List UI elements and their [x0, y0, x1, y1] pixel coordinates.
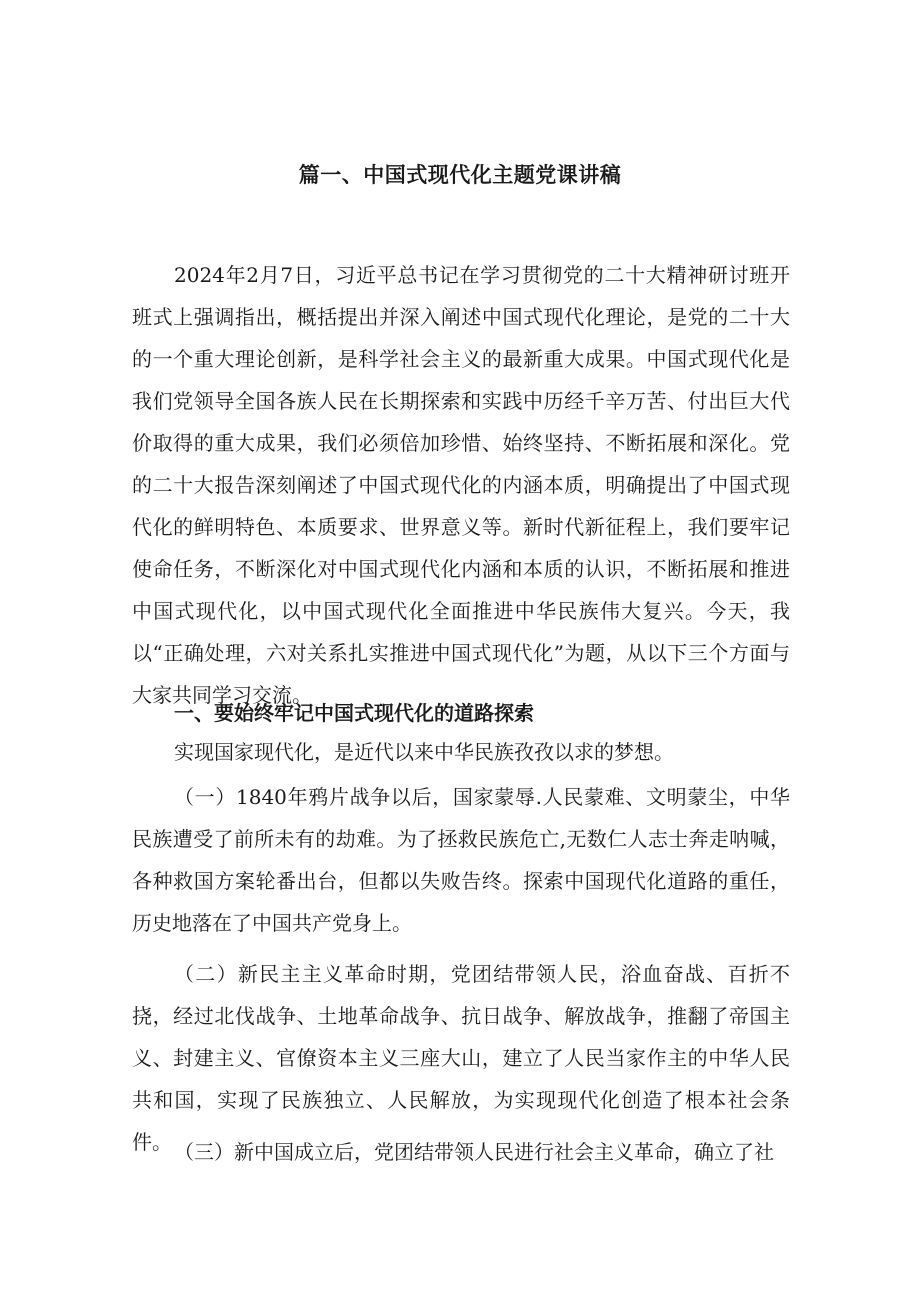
- intro-paragraph: [132, 254, 790, 716]
- section-lead-paragraph: [132, 731, 790, 773]
- paragraph-text: （一）1840年鸦片战争以后，国家蒙辱.人民蒙难、文明蒙尘，中华民族遭受了前所未有的劫难。为了拯救民族危亡,无数仁人志士奔走呐喊，各种救国方案轮番出台，但都以失败告终。探索中国现代化道路的重任，历史地落在了中国共产党身上。: [132, 785, 790, 935]
- item-paragraph-1: [132, 776, 790, 944]
- paragraph-text: 实现国家现代化，是近代以来中华民族孜孜以求的梦想。: [174, 740, 674, 764]
- paragraph-text: 2024年2月7日，习近平总书记在学习贯彻党的二十大精神研讨班开班式上强调指出，概括提出并深入阐述中国式现代化理论，是党的二十大的一个重大理论创新，是科学社会主义的最新重大成果。中国式现代化是我们党领导全国各族人民在长期探索和实践中历经千辛万苦、付出巨大代价取得的重大成果，我们必须倍加珍惜、始终坚持、不断拓展和深化。党的二十大报告深刻阐述了中国式现代化的内涵本质，明确提出了中国式现代化的鲜明特色、本质要求、世界意义等。新时代新征程上，我们要牢记使命任务，不断深化对中国式现代化内涵和本质的认识，不断拓展和推进中国式现代化，以中国式现代化全面推进中华民族伟大复兴。今天，我以“正确处理，六对关系扎实推进中国式现代化”为题，从以下三个方面与大家共同学习交流。: [132, 263, 790, 707]
- paragraph-text: （二）新民主主义革命时期，党团结带领人民，浴血奋战、百折不挠，经过北伐战争、土地革命战争、抗日战争、解放战争，推翻了帝国主义、封建主义、官僚资本主义三座大山，建立了人民当家作主的中华人民共和国，实现了民族独立、人民解放，为实现现代化创造了根本社会条件。: [132, 962, 790, 1154]
- section-heading: 一、要始终牢记中国式现代化的道路探索: [174, 701, 534, 725]
- paragraph-text: （三）新中国成立后，党团结带领人民进行社会主义革命，确立了社: [174, 1140, 774, 1164]
- document-title: 篇一、中国式现代化主题党课讲稿: [298, 163, 622, 187]
- item-paragraph-3: [132, 1131, 790, 1173]
